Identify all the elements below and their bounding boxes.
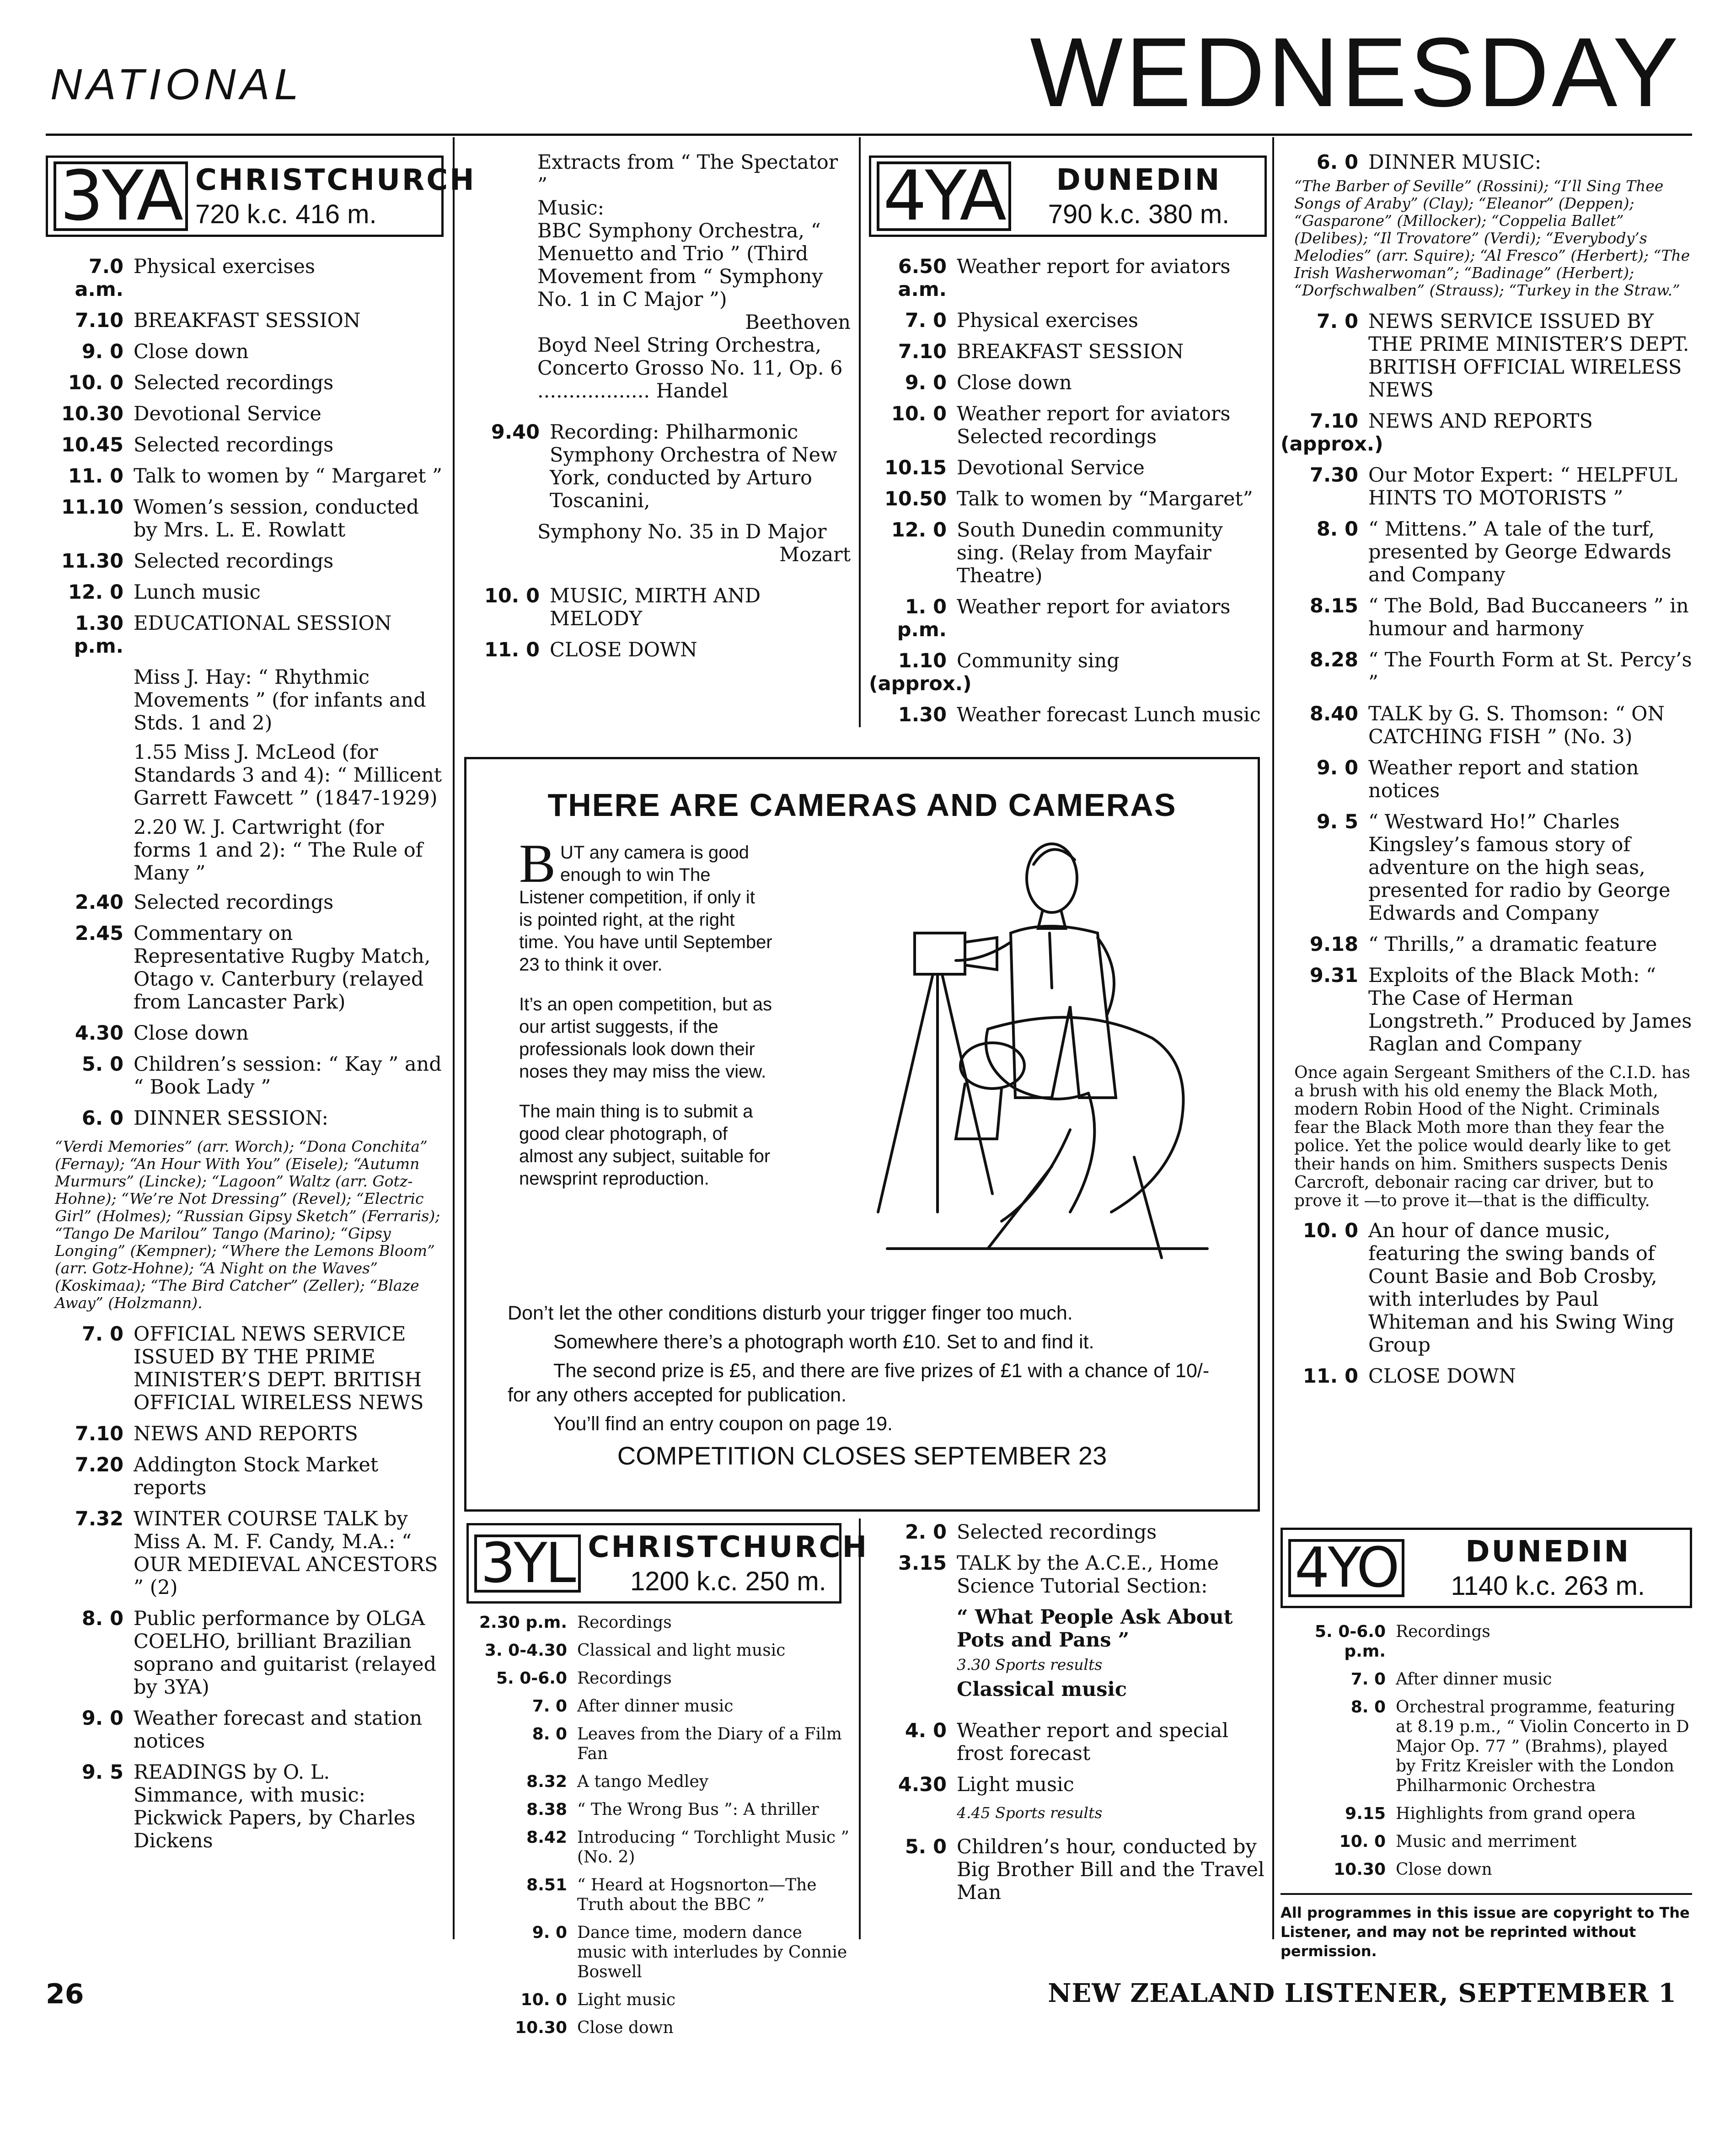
sports-results: 3.30 Sports results	[957, 1656, 1103, 1674]
program-title: Addington Stock Market reports	[134, 1454, 379, 1499]
program-time: 7.10	[75, 1422, 123, 1445]
program-row	[46, 1022, 444, 1045]
program-row	[462, 1772, 851, 1792]
program-time: 6.50 a.m.	[898, 255, 947, 301]
column-4yo	[1281, 1523, 1692, 1961]
edu-details	[46, 666, 444, 885]
program-time: 4. 0	[905, 1719, 947, 1742]
program-time: 7.10	[898, 340, 947, 363]
program-time: 5. 0	[905, 1835, 947, 1858]
section-label: NATIONAL	[50, 60, 303, 109]
program-row	[1281, 464, 1692, 510]
program-row	[462, 1990, 851, 2010]
program-row	[462, 1923, 851, 1982]
station-city: CHRISTCHURCH	[588, 1530, 869, 1564]
station-code: 3YA	[54, 161, 188, 231]
station-code: 4YO	[1288, 1539, 1404, 1597]
program-title: Weather report for aviators Selected recordings	[957, 402, 1231, 448]
program-time: 8. 0	[81, 1607, 123, 1630]
program-title: Weather report for aviators	[957, 255, 1231, 278]
ad-body	[519, 833, 773, 1207]
program-row	[1281, 756, 1692, 802]
program-title: NEWS AND REPORTS	[134, 1422, 358, 1445]
program-title: Orchestral programme, featuring at 8.19 p.m., “ Violin Concerto in D Major Op. 77 ” (Brahms), played by Fritz Kreisler with the London Philharmonic Orchestra	[1396, 1698, 1689, 1795]
program-time: 11.10	[61, 496, 123, 519]
column-4ya-cont	[1281, 151, 1692, 1396]
program-title: Devotional Service	[134, 402, 321, 425]
program-time: 8.42	[526, 1828, 567, 1847]
station-box-4ya	[869, 156, 1267, 237]
program-time: 9.40	[491, 421, 540, 444]
program-time: 5. 0	[81, 1053, 123, 1076]
program-title: “ Thrills,” a dramatic feature	[1368, 933, 1657, 956]
program-title: Weather report and special frost forecast	[957, 1719, 1229, 1765]
program-title: Recordings	[1396, 1622, 1490, 1641]
header-rule	[46, 134, 1692, 136]
program-row	[46, 1107, 444, 1130]
program-row	[1281, 310, 1692, 402]
program-title: South Dunedin community sing. (Relay from Mayfair Theatre)	[957, 519, 1223, 587]
ad-line: The second prize is £5, and there are five prizes of £1 with a chance of 10/- for any others accepted for publication.	[508, 1360, 1210, 1406]
program-title: Leaves from the Diary of a Film Fan	[577, 1725, 842, 1763]
program-title: Children’s session: “ Kay ” and “ Book Lady ”	[134, 1053, 442, 1099]
column-3ya	[46, 146, 476, 1861]
program-title: “ Westward Ho!” Charles Kingsley’s famous story of adventure on the high seas, presented for radio by George Edwards and Company	[1368, 810, 1671, 925]
program-title: Selected recordings	[134, 371, 334, 394]
program-time: 7.32	[75, 1508, 123, 1530]
program-time: 5. 0-6.0	[496, 1669, 567, 1688]
program-row	[46, 496, 444, 542]
program-title: Selected recordings	[134, 434, 334, 456]
program-row	[1281, 1219, 1692, 1357]
program-detail: Boyd Neel String Orchestra, Concerto Grosso No. 11, Op. 6 .................. Handel	[537, 334, 843, 402]
program-title: Dance time, modern dance music with interludes by Connie Boswell	[577, 1923, 847, 1981]
program-time: 1.10 (approx.)	[869, 649, 972, 695]
column-rule-1	[453, 137, 455, 1939]
program-detail: BBC Symphony Orchestra, “ Menuetto and Trio ” (Third Movement from “ Symphony No. 1 in C Major ”)	[537, 220, 823, 311]
program-row	[1281, 1804, 1692, 1824]
program-row	[869, 488, 1267, 510]
program-title: BREAKFAST SESSION	[957, 340, 1184, 363]
program-row	[46, 340, 444, 363]
program-detail: 2.20 W. J. Cartwright (for forms 1 and 2): “ The Rule of Many ”	[134, 816, 423, 885]
program-title: EDUCATIONAL SESSION	[134, 612, 392, 635]
program-time: 9. 0	[1316, 756, 1358, 779]
program-title: “ Heard at Hogsnorton—The Truth about the BBC ”	[577, 1876, 817, 1914]
program-time: 10.45	[61, 434, 123, 456]
program-time: 9.18	[1309, 933, 1358, 956]
program-time: 10. 0	[1302, 1219, 1358, 1242]
program-title: Close down	[957, 371, 1072, 394]
program-title: Devotional Service	[957, 456, 1145, 479]
program-row	[46, 1323, 444, 1414]
program-title: Children’s hour, conducted by Big Brother Bill and the Travel Man	[957, 1835, 1264, 1904]
program-row	[869, 649, 1267, 695]
dinner-list: “The Barber of Seville” (Rossini); “I’ll Sing Thee Songs of Araby” (Clay); “Eleanor” (Deppen); “Gasparone” (Millocker); “Coppelia Ballet” (Delibes); “Il Trovatore” (Verdi); “Everybody’s Melodies” (arr. Squire); “Al Fresco” (Herbert); “The Irish Washerwoman”; “Badinage” (Herbert); “Dorfschwalben” (Strauss); “Turkey in the Straw.”	[1294, 177, 1690, 299]
program-time: 7.20	[75, 1454, 123, 1476]
drop-cap: B	[519, 833, 556, 894]
program-time: 7.10 (approx.)	[1281, 410, 1383, 456]
program-time: 1.30	[898, 703, 947, 726]
talk-title: “ What People Ask About Pots and Pans ”	[957, 1606, 1233, 1652]
program-time: 7. 0	[1316, 310, 1358, 333]
program-title: Our Motor Expert: “ HELPFUL HINTS TO MOTORISTS ”	[1368, 464, 1677, 510]
program-time: 10. 0	[1339, 1832, 1386, 1851]
program-row	[869, 703, 1267, 726]
program-row	[46, 371, 444, 394]
ad-line: Don’t let the other conditions disturb your trigger finger too much.	[508, 1302, 1073, 1324]
program-row	[1281, 933, 1692, 956]
ad-paragraph: UT any camera is good enough to win The Listener competition, if only it is pointed right, at the right time. You have until September 23 to think it over.	[519, 842, 772, 975]
station-frequency: 1200 k.c. 250 m.	[630, 1567, 826, 1596]
program-title: After dinner music	[1396, 1670, 1552, 1689]
sports-results: 4.45 Sports results	[957, 1804, 1103, 1822]
program-time: 7. 0	[532, 1697, 567, 1716]
program-title: Public performance by OLGA COELHO, brilliant Brazilian soprano and guitarist (relayed by 3YA)	[134, 1607, 437, 1699]
program-title: Talk to women by “ Margaret ”	[134, 465, 443, 488]
publication-footer: NEW ZEALAND LISTENER, SEPTEMBER 1	[1048, 1978, 1677, 2008]
program-time: 11. 0	[1302, 1365, 1358, 1388]
program-row	[869, 596, 1267, 641]
program-title: Highlights from grand opera	[1396, 1804, 1636, 1823]
station-code: 3YL	[474, 1534, 581, 1593]
program-title: DINNER MUSIC:	[1368, 151, 1542, 174]
program-detail: Miss J. Hay: “ Rhythmic Movements ” (for infants and Stds. 1 and 2)	[134, 666, 426, 735]
station-city: DUNEDIN	[1056, 163, 1222, 197]
station-frequency: 720 k.c. 416 m.	[195, 199, 377, 229]
dinner-list: “Verdi Memories” (arr. Worch); “Dona Conchita” (Fernay); “An Hour With You” (Eisele); “Autumn Murmurs” (Lincke); “Lagoon” Waltz (arr. Gotz-Hohne); “We’re Not Dressing” (Revel); “Electric Girl” (Holmes); “Russian Gipsy Sketch” (Ferraris); “Tango De Marilou” Tango (Marino); “Gipsy Longing” (Kempner); “Where the Lemons Bloom” (arr. Gotz-Hohne); “A Night on the Waves” (Koskimaa); “The Bird Catcher” (Zeller); “Blaze Away” (Holzmann).	[55, 1137, 440, 1312]
photographer-illustration	[796, 837, 1244, 1294]
program-time: 8. 0	[532, 1725, 567, 1744]
program-row	[1281, 649, 1692, 694]
program-time: 9. 0	[81, 340, 123, 363]
program-title: Women’s session, conducted by Mrs. L. E. Rowlatt	[134, 496, 419, 542]
station-city: CHRISTCHURCH	[195, 163, 476, 197]
program-time: 3. 0-4.30	[484, 1641, 567, 1660]
program-row	[1281, 595, 1692, 640]
program-row	[46, 922, 444, 1014]
program-title: Music and merriment	[1396, 1832, 1577, 1851]
program-row	[869, 402, 1267, 448]
program-row	[462, 421, 851, 512]
program-title: “ Mittens.” A tale of the turf, presented by George Edwards and Company	[1368, 518, 1672, 586]
program-description: Once again Sergeant Smithers of the C.I.D. has a brush with his old enemy the Black Moth, modern Robin Hood of the Night. Criminals fear the Black Moth more than they fear the police. Yet the police would dearly like to get their hands on him. Smithers suspects Denis Carcroft, debonair racing car driver, but to prove it —to prove it—that is the difficulty.	[1294, 1063, 1691, 1210]
program-row	[46, 1508, 444, 1599]
column-3yl	[462, 1518, 869, 2046]
program-time: 7.0 a.m.	[75, 255, 123, 301]
program-time: 4.30	[898, 1773, 947, 1796]
program-detail: Music:	[537, 197, 605, 220]
program-time: 10.30	[1334, 1860, 1386, 1879]
program-time: 10.30	[515, 2018, 567, 2037]
program-row	[869, 1552, 1267, 1598]
program-row	[462, 585, 851, 630]
program-title: Physical exercises	[957, 309, 1138, 332]
program-row	[462, 1613, 851, 1632]
program-row	[46, 891, 444, 914]
program-title: Exploits of the Black Moth: “ The Case of Herman Longstreth.” Produced by James Raglan and Company	[1368, 964, 1692, 1056]
program-time: 8.15	[1309, 595, 1358, 617]
program-row	[462, 1800, 851, 1819]
program-row	[46, 612, 444, 658]
program-time: 9.31	[1309, 964, 1358, 987]
program-time: 8.28	[1309, 649, 1358, 671]
program-row	[1281, 410, 1692, 456]
competition-ad	[464, 757, 1260, 1512]
station-box-3ya	[46, 156, 476, 237]
program-row	[1281, 1622, 1692, 1661]
program-time: 1. 0 p.m.	[897, 596, 947, 641]
program-time: 9. 0	[905, 371, 947, 394]
program-title: Close down	[577, 2018, 674, 2037]
program-title: Recording: Philharmonic Symphony Orchestra of New York, conducted by Arturo Toscanini,	[550, 421, 837, 512]
program-row	[1281, 810, 1692, 925]
program-title: CLOSE DOWN	[550, 638, 697, 661]
program-title: Selected recordings	[134, 891, 334, 914]
program-time: 8. 0	[1350, 1698, 1386, 1717]
program-title: Close down	[1396, 1860, 1492, 1879]
column-rule-3	[1272, 137, 1274, 1939]
program-title: Physical exercises	[134, 255, 315, 278]
program-time: 10.50	[884, 488, 947, 510]
program-time: 8.51	[526, 1876, 567, 1894]
program-row	[46, 255, 444, 301]
program-title: READINGS by O. L. Simmance, with music: Pickwick Papers, by Charles Dickens	[134, 1761, 416, 1852]
program-row	[1281, 1860, 1692, 1879]
station-code: 4YA	[877, 161, 1011, 231]
program-time: 7. 0	[1350, 1670, 1386, 1689]
program-detail: Classical music	[957, 1678, 1127, 1701]
program-row	[462, 1724, 851, 1764]
program-time: 8.40	[1309, 703, 1358, 725]
program-detail: 1.55 Miss J. McLeod (for Standards 3 and 4): “ Millicent Garrett Fawcett ” (1847-1929)	[134, 741, 442, 810]
program-time: 10. 0	[68, 371, 123, 394]
program-title: Light music	[957, 1773, 1074, 1796]
program-row	[869, 1719, 1267, 1765]
program-title: NEWS SERVICE ISSUED BY THE PRIME MINISTER’S DEPT. BRITISH OFFICIAL WIRELESS NEWS	[1368, 310, 1689, 402]
ad-line: You’ll find an entry coupon on page 19.	[553, 1413, 893, 1435]
program-row	[1281, 1697, 1692, 1796]
column-rule-2	[859, 137, 861, 727]
program-row	[46, 1607, 444, 1699]
program-title: “ The Fourth Form at St. Percy’s ”	[1368, 649, 1692, 694]
program-time: 2.30 p.m.	[479, 1613, 567, 1632]
program-time: 5. 0-6.0 p.m.	[1314, 1622, 1386, 1661]
program-row	[46, 309, 444, 332]
program-time: 7. 0	[81, 1323, 123, 1346]
ad-paragraph: The main thing is to submit a good clear photograph, of almost any subject, suitable for newsprint reproduction.	[519, 1101, 771, 1189]
program-row	[1281, 703, 1692, 748]
program-time: 8. 0	[1316, 518, 1358, 541]
program-title: A tango Medley	[577, 1772, 709, 1791]
program-title: Weather report and station notices	[1368, 756, 1639, 802]
program-row	[46, 581, 444, 604]
composer: Mozart	[779, 543, 851, 566]
program-time: 11.30	[61, 550, 123, 573]
program-time: 10. 0	[520, 1990, 567, 2009]
program-time: 9.15	[1345, 1804, 1386, 1823]
program-row	[869, 1773, 1267, 1796]
program-row	[462, 1669, 851, 1688]
program-time: 2.45	[75, 922, 123, 945]
program-title: “ The Wrong Bus ”: A thriller	[577, 1800, 819, 1819]
program-title: Selected recordings	[134, 550, 334, 573]
station-box-4yo	[1281, 1528, 1692, 1608]
program-row	[1281, 151, 1692, 174]
program-title: Introducing “ Torchlight Music ” (No. 2)	[577, 1828, 849, 1867]
program-row	[46, 1422, 444, 1445]
program-time: 7. 0	[905, 309, 947, 332]
program-title: TALK by G. S. Thomson: “ ON CATCHING FISH ” (No. 3)	[1368, 703, 1665, 748]
program-time: 4.30	[75, 1022, 123, 1045]
program-title: BREAKFAST SESSION	[134, 309, 361, 332]
composer: Beethoven	[745, 311, 851, 334]
program-row	[46, 1707, 444, 1753]
program-title: Close down	[134, 340, 249, 363]
program-time: 9. 5	[1316, 810, 1358, 833]
program-time: 6. 0	[1316, 151, 1358, 174]
program-row	[869, 456, 1267, 479]
program-time: 3.15	[898, 1552, 947, 1575]
program-row	[462, 638, 851, 661]
program-title: Weather report for aviators	[957, 596, 1231, 618]
program-time: 10. 0	[484, 585, 540, 607]
day-heading: WEDNESDAY	[1030, 17, 1681, 127]
column-4ya	[869, 146, 1267, 735]
program-title: Weather forecast Lunch music	[957, 703, 1261, 726]
program-time: 1.30 p.m.	[74, 612, 123, 658]
ad-paragraph: It’s an open competition, but as our artist suggests, if the professionals look down their noses they may miss the view.	[519, 994, 772, 1082]
program-time: 8.38	[526, 1800, 567, 1819]
program-row	[46, 550, 444, 573]
program-title: Selected recordings	[957, 1521, 1157, 1544]
column-3ya-cont	[462, 151, 851, 670]
program-time: 12. 0	[891, 519, 947, 542]
program-time: 10.15	[884, 456, 947, 479]
ad-lines	[508, 1301, 1221, 1441]
page-number: 26	[46, 1978, 84, 2010]
program-title: Recordings	[577, 1669, 672, 1688]
station-frequency: 1140 k.c. 263 m.	[1451, 1571, 1645, 1601]
program-time: 2. 0	[905, 1521, 947, 1544]
competition-deadline: COMPETITION CLOSES SEPTEMBER 23	[617, 1441, 1107, 1470]
program-title: MUSIC, MIRTH AND MELODY	[550, 585, 761, 630]
station-city: DUNEDIN	[1465, 1535, 1631, 1569]
program-row	[462, 2018, 851, 2038]
program-detail: Symphony No. 35 in D Major	[537, 520, 827, 543]
program-title: An hour of dance music, featuring the swing bands of Count Basie and Bob Crosby, with interludes by Paul Whiteman and his Swing Wing Group	[1368, 1219, 1675, 1357]
program-title: Recordings	[577, 1613, 672, 1632]
program-time: 12. 0	[68, 581, 123, 604]
program-detail: Extracts from “ The Spectator ”	[537, 151, 838, 197]
program-time: 2.40	[75, 891, 123, 914]
program-time: 7.30	[1309, 464, 1358, 487]
program-time: 9. 5	[81, 1761, 123, 1784]
station-box-3yl	[466, 1523, 869, 1604]
program-title: WINTER COURSE TALK by Miss A. M. F. Candy, M.A.: “ OUR MEDIEVAL ANCESTORS ” (2)	[134, 1508, 438, 1599]
program-row	[1281, 1832, 1692, 1851]
program-time: 7.10	[75, 309, 123, 332]
program-title: “ The Bold, Bad Buccaneers ” in humour and harmony	[1368, 595, 1689, 640]
copyright-notice: All programmes in this issue are copyright to The Listener, and may not be reprinted without permission.	[1281, 1893, 1692, 1961]
program-title: Commentary on Representative Rugby Match, Otago v. Canterbury (relayed from Lancaster Park)	[134, 922, 431, 1014]
program-row	[869, 309, 1267, 332]
ad-title: THERE ARE CAMERAS AND CAMERAS	[547, 787, 1177, 823]
program-row	[46, 1761, 444, 1852]
program-time: 6. 0	[81, 1107, 123, 1130]
program-row	[1281, 1669, 1692, 1689]
column-4ya-lower	[869, 1521, 1267, 1912]
program-title: Talk to women by “Margaret”	[957, 488, 1253, 510]
program-title: After dinner music	[577, 1697, 734, 1716]
program-row	[1281, 1365, 1692, 1388]
program-row	[462, 1696, 851, 1716]
program-title: OFFICIAL NEWS SERVICE ISSUED BY THE PRIME MINISTER’S DEPT. BRITISH OFFICIAL WIRELESS NEWS	[134, 1323, 424, 1414]
program-title: TALK by the A.C.E., Home Science Tutorial Section:	[957, 1552, 1219, 1598]
program-time: 8.32	[526, 1772, 567, 1791]
program-row	[46, 402, 444, 425]
program-row	[1281, 518, 1692, 586]
program-title: Light music	[577, 1990, 676, 2009]
program-time: 9. 0	[81, 1707, 123, 1730]
program-row	[46, 1053, 444, 1099]
program-row	[869, 1521, 1267, 1544]
program-title: Classical and light music	[577, 1641, 786, 1660]
program-row	[462, 1828, 851, 1867]
program-row	[1281, 964, 1692, 1056]
program-row	[46, 1454, 444, 1499]
program-title: Close down	[134, 1022, 249, 1045]
program-title: CLOSE DOWN	[1368, 1365, 1516, 1388]
program-row	[869, 519, 1267, 587]
program-row	[462, 1875, 851, 1915]
program-title: Community sing	[957, 649, 1120, 672]
program-row	[869, 1835, 1267, 1904]
program-row	[869, 371, 1267, 394]
program-title: Lunch music	[134, 581, 261, 604]
program-row	[869, 255, 1267, 301]
program-time: 11. 0	[484, 638, 540, 661]
program-title: DINNER SESSION:	[134, 1107, 328, 1130]
program-time: 9. 0	[532, 1923, 567, 1942]
program-row	[462, 1641, 851, 1660]
program-row	[46, 465, 444, 488]
program-time: 10.30	[61, 402, 123, 425]
program-title: NEWS AND REPORTS	[1368, 410, 1593, 433]
station-frequency: 790 k.c. 380 m.	[1048, 199, 1230, 229]
program-time: 10. 0	[891, 402, 947, 425]
ad-line: Somewhere there’s a photograph worth £10. Set to and find it.	[553, 1331, 1094, 1353]
program-title: Weather forecast and station notices	[134, 1707, 423, 1753]
program-row	[46, 434, 444, 456]
program-row	[869, 340, 1267, 363]
program-time: 11. 0	[68, 465, 123, 488]
